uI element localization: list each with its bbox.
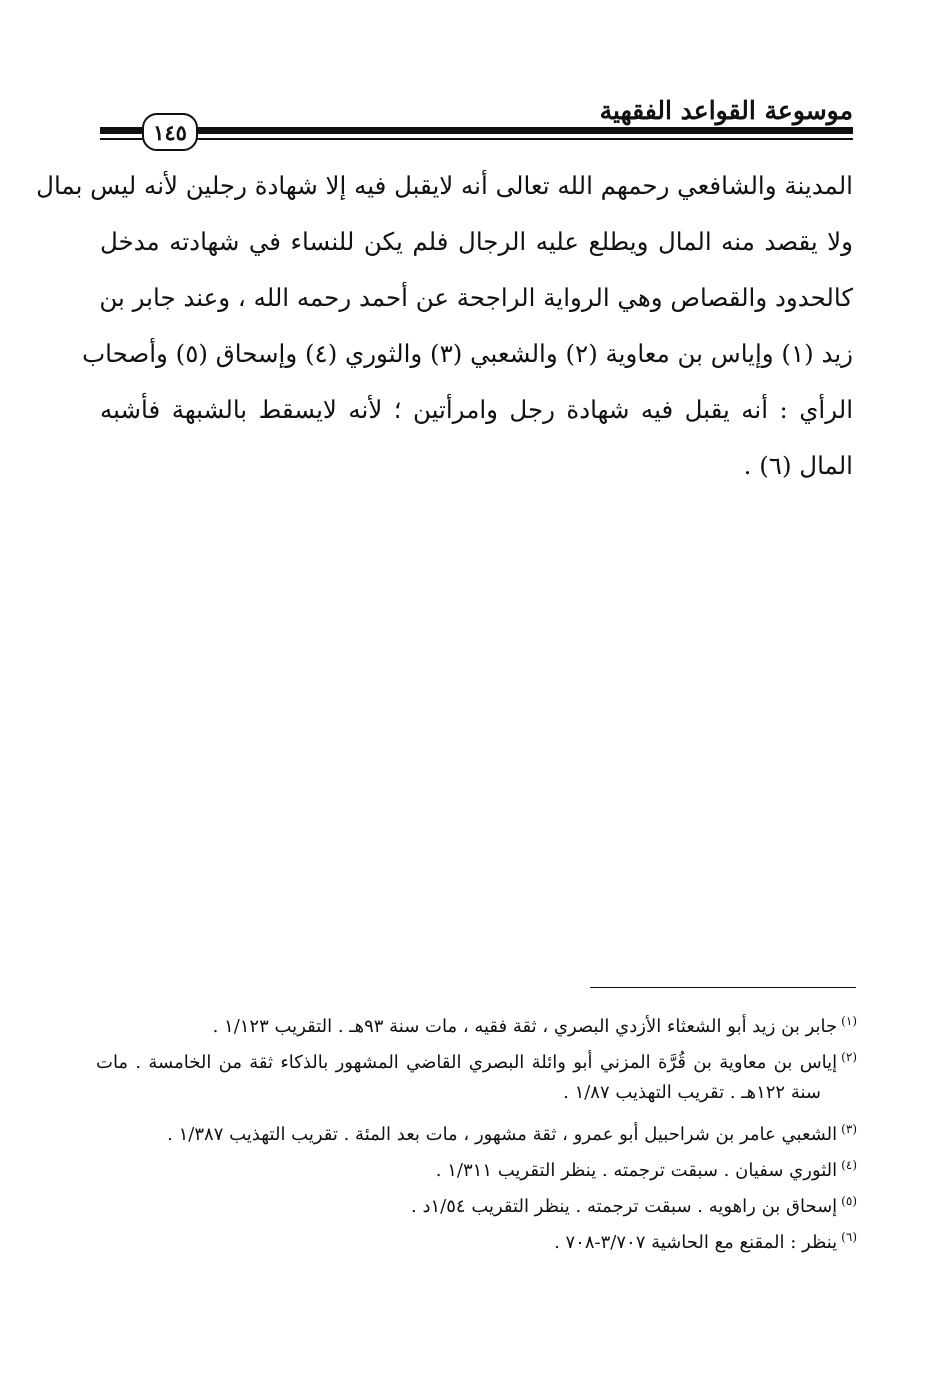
- page-number: ١٤٥: [142, 113, 198, 151]
- body-line: ولا يقصد منه المال ويطلع عليه الرجال فلم يكن للنساء في شهادته مدخل: [100, 227, 853, 256]
- footnote-2-continuation: سنة ١٢٢هـ . تقريب التهذيب ١/٨٧ .: [563, 1082, 821, 1103]
- footnote-separator: [590, 987, 856, 988]
- footnote-3: [96, 1114, 857, 1150]
- body-line: زيد (١) وإياس بن معاوية (٢) والشعبي (٣) والثوري (٤) وإسحاق (٥) وأصحاب: [82, 339, 853, 368]
- footnote-text: ينظر : المقنع مع الحاشية ٣/٧٠٧-٧٠٨ .: [554, 1232, 838, 1253]
- header-rule: [100, 127, 853, 134]
- footnote-6: [96, 1222, 857, 1258]
- footnote-text: جابر بن زيد أبو الشعثاء الأزدي البصري ، ثقة فقيه ، مات سنة ٩٣هـ . التقريب ١/١٢٣ .: [212, 1016, 838, 1037]
- footnote-mark: (٤): [841, 1158, 857, 1172]
- body-text: [36, 166, 853, 502]
- footnote-text: إسحاق بن راهويه . سبقت ترجمته . ينظر التقريب ١/٥٤د .: [411, 1196, 838, 1217]
- footnote-mark: (٣): [841, 1122, 857, 1136]
- footnote-5: [96, 1186, 857, 1222]
- footnote-4: [96, 1150, 857, 1186]
- footnote-mark: (٢): [841, 1050, 857, 1064]
- footnote-1: [96, 1006, 857, 1042]
- header-rule-thin: [100, 138, 853, 140]
- footnotes: [96, 1006, 857, 1258]
- footnote-text: إياس بن معاوية بن قُرَّة المزني أبو وائلة البصري القاضي المشهور بالذكاء ثقة من الخامسة . مات: [96, 1052, 838, 1073]
- body-line: المدينة والشافعي رحمهم الله تعالى أنه لايقبل فيه إلا شهادة رجلين لأنه ليس بمال: [36, 171, 853, 200]
- footnote-mark: (٥): [841, 1194, 857, 1208]
- footnote-mark: (١): [841, 1014, 857, 1028]
- body-line: الرأي : أنه يقبل فيه شهادة رجل وامرأتين ؛ لأنه لايسقط بالشبهة فأشبه: [100, 395, 853, 424]
- footnote-mark: (٦): [841, 1230, 857, 1244]
- body-line: المال (٦) .: [743, 451, 853, 480]
- footnote-text: الشعبي عامر بن شراحبيل أبو عمرو ، ثقة مشهور ، مات بعد المئة . تقريب التهذيب ١/٣٨٧ .: [167, 1124, 838, 1145]
- footnote-2: [96, 1042, 857, 1078]
- body-line: كالحدود والقصاص وهي الرواية الراجحة عن أحمد رحمه الله ، وعند جابر بن: [99, 283, 853, 312]
- footnote-text: الثوري سفيان . سبقت ترجمته . ينظر التقريب ١/٣١١ .: [435, 1160, 838, 1181]
- header-title: موسوعة القواعد الفقهية: [599, 96, 853, 125]
